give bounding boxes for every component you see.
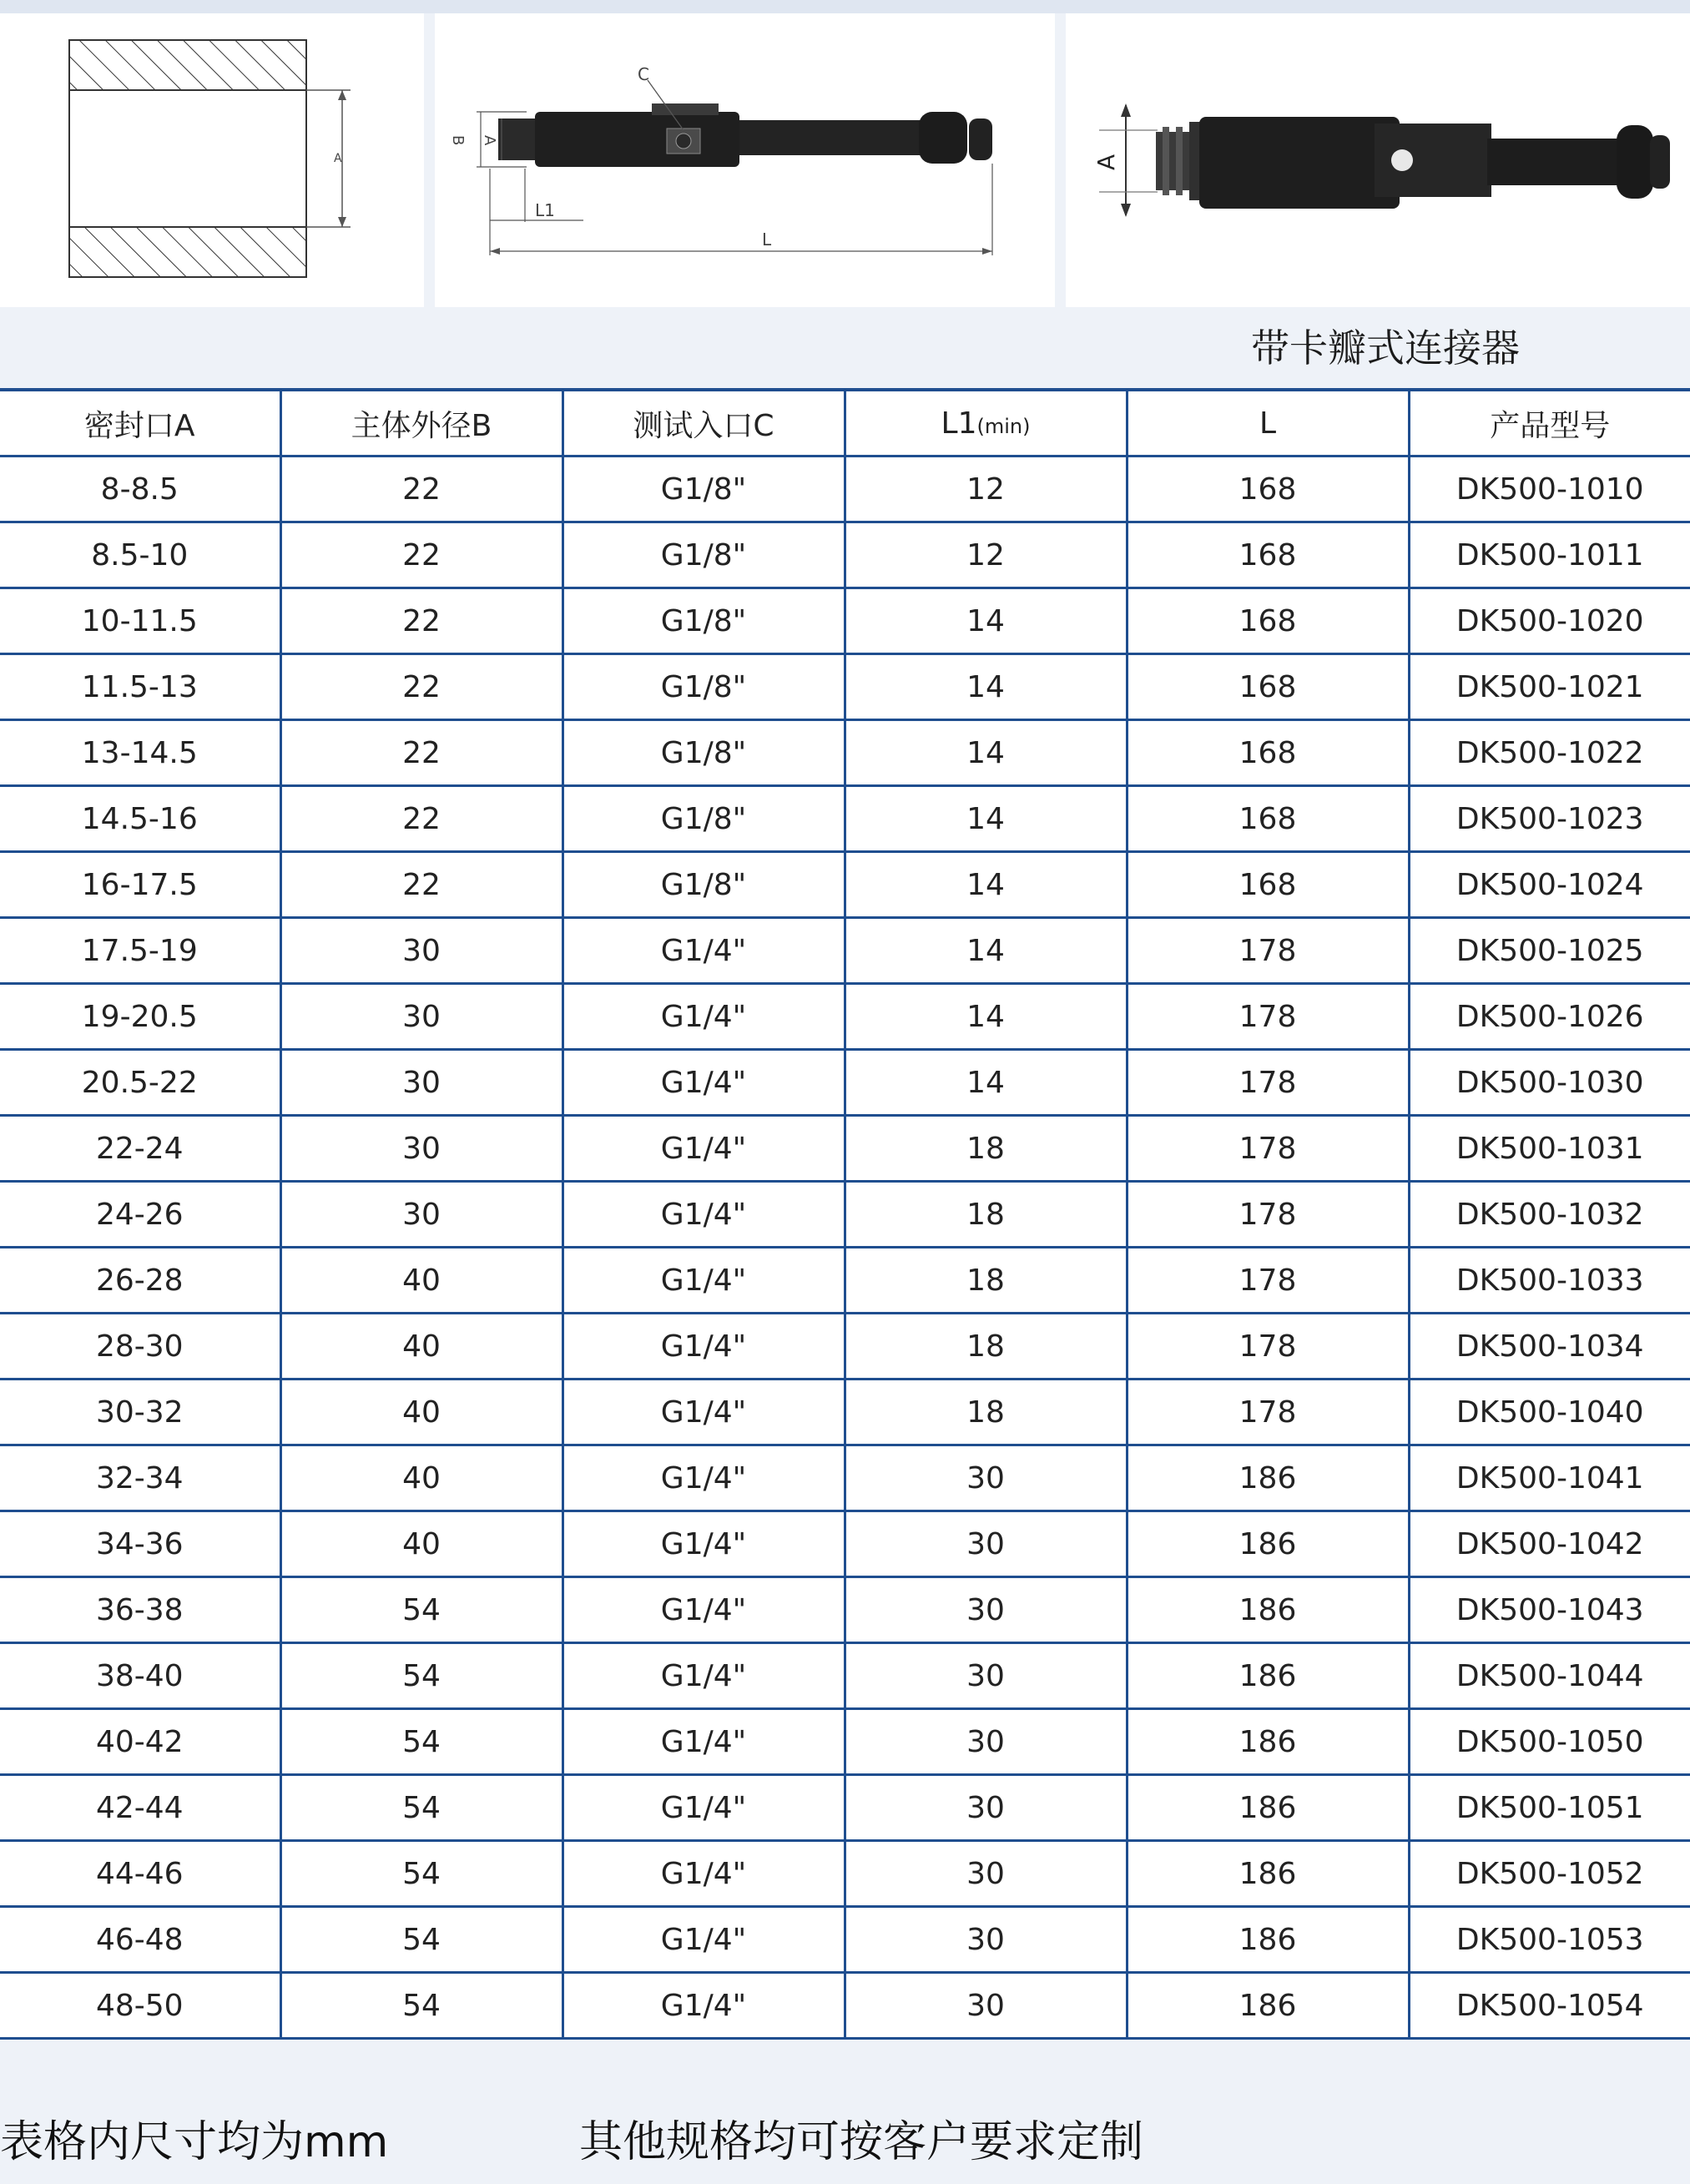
cell-test-port-c: G1/8" [562,852,845,918]
table-row [0,1841,1690,1907]
cell-body-od-b: 30 [280,1182,562,1248]
header-test-port-c: 测试入口C [562,390,845,456]
cell-model: DK500-1043 [1409,1577,1690,1643]
cell-l: 186 [1127,1577,1409,1643]
cell-model: DK500-1044 [1409,1643,1690,1709]
cell-l1: 14 [845,720,1127,786]
table-row [0,1248,1690,1314]
connector-tip [498,119,538,160]
cell-test-port-c: G1/4" [562,1775,845,1841]
table-row [0,918,1690,984]
table-row [0,1643,1690,1709]
cell-l: 186 [1127,1709,1409,1775]
cell-body-od-b: 40 [280,1511,562,1577]
table-row [0,456,1690,522]
cell-l1: 14 [845,654,1127,720]
cell-l: 168 [1127,654,1409,720]
cell-test-port-c: G1/4" [562,918,845,984]
cell-seal-a: 8-8.5 [0,456,280,522]
cell-test-port-c: G1/8" [562,456,845,522]
cell-l1: 14 [845,786,1127,852]
cell-l: 168 [1127,852,1409,918]
table-row [0,1050,1690,1116]
cell-seal-a: 40-42 [0,1709,280,1775]
cell-l1: 14 [845,588,1127,654]
cross-section-drawing [0,13,424,307]
table-row [0,1182,1690,1248]
table-row [0,852,1690,918]
cell-l1: 30 [845,1643,1127,1709]
cell-l: 178 [1127,984,1409,1050]
cell-model: DK500-1040 [1409,1380,1690,1445]
cell-l: 178 [1127,1380,1409,1445]
cell-test-port-c: G1/4" [562,1182,845,1248]
dimension-a-label: A [481,135,498,146]
cell-model: DK500-1032 [1409,1182,1690,1248]
cell-l1: 18 [845,1116,1127,1182]
cell-test-port-c: G1/4" [562,1907,845,1973]
cell-body-od-b: 30 [280,1116,562,1182]
table-row [0,786,1690,852]
cell-model: DK500-1041 [1409,1445,1690,1511]
cell-test-port-c: G1/4" [562,1973,845,2039]
table-header-row [0,390,1690,456]
cell-seal-a: 34-36 [0,1511,280,1577]
cell-l1: 30 [845,1907,1127,1973]
cell-seal-a: 8.5-10 [0,522,280,588]
header-body-od-b: 主体外径B [280,390,562,456]
header-l: L [1127,390,1409,456]
table-row [0,720,1690,786]
cell-body-od-b: 22 [280,522,562,588]
table-row [0,1709,1690,1775]
cell-seal-a: 32-34 [0,1445,280,1511]
cell-body-od-b: 54 [280,1709,562,1775]
cell-body-od-b: 54 [280,1973,562,2039]
cell-body-od-b: 40 [280,1314,562,1380]
cell-test-port-c: G1/4" [562,1050,845,1116]
connector-body [535,112,739,167]
cell-l: 186 [1127,1511,1409,1577]
dimension-l1-label: L1 [535,200,555,220]
cell-body-od-b: 30 [280,984,562,1050]
top-band [0,0,1690,13]
cell-seal-a: 36-38 [0,1577,280,1643]
cell-body-od-b: 40 [280,1380,562,1445]
cell-seal-a: 17.5-19 [0,918,280,984]
table-row [0,1907,1690,1973]
cell-seal-a: 10-11.5 [0,588,280,654]
cell-seal-a: 48-50 [0,1973,280,2039]
cell-body-od-b: 54 [280,1841,562,1907]
cell-model: DK500-1054 [1409,1973,1690,2039]
cell-seal-a: 28-30 [0,1314,280,1380]
cell-model: DK500-1042 [1409,1511,1690,1577]
cell-l1: 30 [845,1511,1127,1577]
dimension-l-label: L [762,229,772,250]
cell-l: 178 [1127,1116,1409,1182]
cell-seal-a: 30-32 [0,1380,280,1445]
cell-seal-a: 44-46 [0,1841,280,1907]
photo-body [1199,117,1400,209]
cell-l1: 30 [845,1775,1127,1841]
cell-l: 178 [1127,1248,1409,1314]
unit-note: 表格内尺寸均为mm [0,2117,389,2167]
cell-seal-a: 22-24 [0,1116,280,1182]
cell-l1: 30 [845,1841,1127,1907]
section-wall-top [69,40,306,90]
product-title: 带卡瓣式连接器 [1251,325,1520,371]
table-row [0,588,1690,654]
connector-handle [919,112,967,164]
cell-test-port-c: G1/4" [562,1841,845,1907]
cell-seal-a: 26-28 [0,1248,280,1314]
product-photo [1066,13,1690,307]
cell-l: 168 [1127,786,1409,852]
cell-test-port-c: G1/4" [562,1116,845,1182]
header-l1-unit: (min) [976,414,1031,438]
cell-l: 186 [1127,1841,1409,1907]
cell-l1: 14 [845,852,1127,918]
photo-port [1391,149,1413,171]
table-row [0,1445,1690,1511]
cell-body-od-b: 22 [280,852,562,918]
cell-l: 186 [1127,1775,1409,1841]
cell-l: 178 [1127,1182,1409,1248]
cell-model: DK500-1025 [1409,918,1690,984]
cell-model: DK500-1034 [1409,1314,1690,1380]
cell-body-od-b: 54 [280,1907,562,1973]
cell-l: 186 [1127,1973,1409,2039]
cell-l: 168 [1127,522,1409,588]
side-view-panel [435,13,1055,307]
cell-model: DK500-1023 [1409,786,1690,852]
cell-l: 168 [1127,456,1409,522]
cell-l1: 14 [845,984,1127,1050]
cell-test-port-c: G1/8" [562,786,845,852]
cell-seal-a: 46-48 [0,1907,280,1973]
table-row [0,1511,1690,1577]
table-row [0,1973,1690,2039]
cell-seal-a: 24-26 [0,1182,280,1248]
cell-test-port-c: G1/4" [562,1577,845,1643]
side-view-drawing [435,13,1055,307]
cell-model: DK500-1024 [1409,852,1690,918]
cell-body-od-b: 30 [280,918,562,984]
cell-l1: 12 [845,456,1127,522]
cell-l1: 30 [845,1709,1127,1775]
cell-seal-a: 42-44 [0,1775,280,1841]
cell-seal-a: 11.5-13 [0,654,280,720]
cell-l1: 18 [845,1248,1127,1314]
cell-body-od-b: 22 [280,786,562,852]
cell-model: DK500-1010 [1409,456,1690,522]
cell-model: DK500-1026 [1409,984,1690,1050]
cell-l1: 30 [845,1445,1127,1511]
cell-model: DK500-1021 [1409,654,1690,720]
table-row [0,1577,1690,1643]
custom-note: 其他规格均可按客户要求定制 [579,2117,1144,2167]
cell-l1: 14 [845,918,1127,984]
cell-l: 186 [1127,1907,1409,1973]
cell-l1: 30 [845,1973,1127,2039]
table-row [0,1775,1690,1841]
cell-l1: 30 [845,1577,1127,1643]
dimension-a-label: A [334,152,342,165]
cell-seal-a: 13-14.5 [0,720,280,786]
cell-l: 168 [1127,588,1409,654]
cell-body-od-b: 22 [280,720,562,786]
cell-seal-a: 14.5-16 [0,786,280,852]
cell-l1: 14 [845,1050,1127,1116]
cell-model: DK500-1011 [1409,522,1690,588]
dimension-b-label: B [449,135,467,146]
header-seal-a: 密封口A [0,390,280,456]
cell-test-port-c: G1/4" [562,1445,845,1511]
table-row [0,1116,1690,1182]
cell-body-od-b: 22 [280,588,562,654]
table-row [0,654,1690,720]
cell-l: 186 [1127,1445,1409,1511]
photo-dimension-a-label: A [1092,154,1120,170]
cell-body-od-b: 54 [280,1577,562,1643]
table-row [0,522,1690,588]
cell-model: DK500-1031 [1409,1116,1690,1182]
cell-model: DK500-1033 [1409,1248,1690,1314]
cell-l: 186 [1127,1643,1409,1709]
cell-body-od-b: 40 [280,1445,562,1511]
cell-test-port-c: G1/4" [562,1709,845,1775]
header-l1-label: L1 [941,406,977,441]
header-l1 [845,390,1127,456]
product-photo-panel [1066,13,1690,307]
cell-body-od-b: 54 [280,1643,562,1709]
spec-table [0,388,1690,2040]
cell-model: DK500-1051 [1409,1775,1690,1841]
cell-model: DK500-1052 [1409,1841,1690,1907]
cell-body-od-b: 40 [280,1248,562,1314]
cell-body-od-b: 22 [280,654,562,720]
table-row [0,984,1690,1050]
cell-test-port-c: G1/4" [562,1248,845,1314]
table-row [0,1314,1690,1380]
header-model: 产品型号 [1409,390,1690,456]
cell-model: DK500-1022 [1409,720,1690,786]
cell-l: 168 [1127,720,1409,786]
cell-body-od-b: 22 [280,456,562,522]
cell-test-port-c: G1/4" [562,984,845,1050]
cell-l: 178 [1127,1050,1409,1116]
cell-l1: 18 [845,1182,1127,1248]
cell-l: 178 [1127,1314,1409,1380]
cell-l1: 12 [845,522,1127,588]
cell-test-port-c: G1/8" [562,720,845,786]
cell-l: 178 [1127,918,1409,984]
cell-test-port-c: G1/4" [562,1643,845,1709]
cell-test-port-c: G1/8" [562,522,845,588]
cell-l1: 18 [845,1380,1127,1445]
connector-shaft [739,120,923,155]
cell-model: DK500-1020 [1409,588,1690,654]
section-wall-bottom [69,227,306,277]
cell-model: DK500-1050 [1409,1709,1690,1775]
cell-model: DK500-1030 [1409,1050,1690,1116]
cell-test-port-c: G1/8" [562,654,845,720]
cell-test-port-c: G1/4" [562,1314,845,1380]
cell-seal-a: 20.5-22 [0,1050,280,1116]
spec-table-body [0,456,1690,2039]
cell-test-port-c: G1/8" [562,588,845,654]
dimension-c-label: C [638,64,649,84]
cross-section-panel [0,13,424,307]
cell-seal-a: 16-17.5 [0,852,280,918]
cell-seal-a: 38-40 [0,1643,280,1709]
cell-model: DK500-1053 [1409,1907,1690,1973]
cell-body-od-b: 54 [280,1775,562,1841]
cell-body-od-b: 30 [280,1050,562,1116]
cell-l1: 18 [845,1314,1127,1380]
cell-seal-a: 19-20.5 [0,984,280,1050]
cell-test-port-c: G1/4" [562,1380,845,1445]
table-row [0,1380,1690,1445]
cell-test-port-c: G1/4" [562,1511,845,1577]
